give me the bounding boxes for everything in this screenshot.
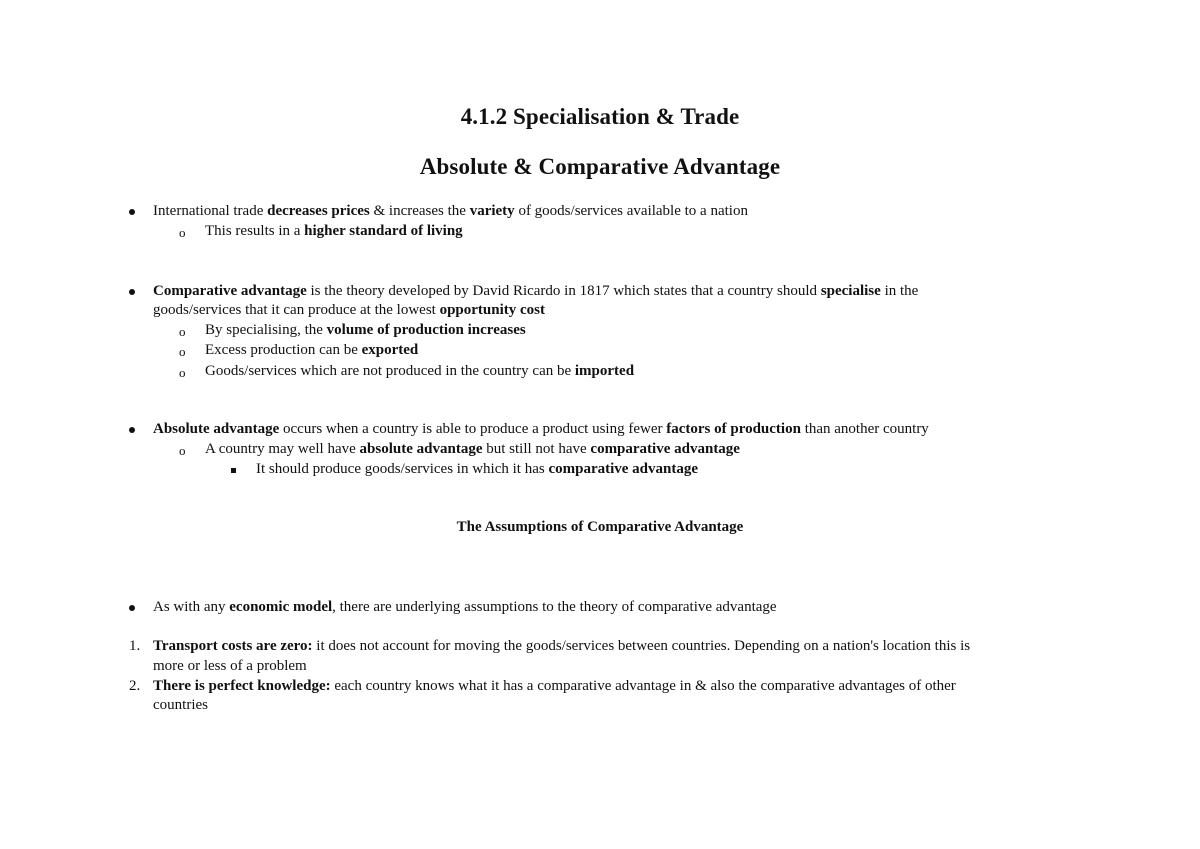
bullet-item-continuation	[153, 301, 545, 320]
text-run: of goods/services available to a nation	[514, 203, 748, 219]
bold-term: absolute advantage	[359, 441, 483, 457]
text-run: & increases the	[369, 203, 470, 219]
text-run: but still not have	[482, 441, 591, 457]
bullet-dot-icon	[129, 289, 135, 295]
circle-bullet-icon: o	[179, 344, 186, 359]
text-run: occurs when a country is able to produce a product using fewer	[279, 421, 667, 437]
circle-bullet-icon: o	[179, 225, 186, 240]
bullet-dot-icon	[129, 605, 135, 611]
bold-term: Comparative advantage	[153, 283, 307, 299]
text-run: It should produce goods/services in which it has	[256, 461, 549, 477]
text-run: than another country	[800, 421, 929, 437]
bold-term: specialise	[820, 283, 881, 299]
bold-term: There is perfect knowledge:	[153, 678, 331, 694]
sub-sub-bullet-item	[256, 460, 698, 479]
circle-bullet-icon: o	[179, 443, 186, 458]
text-run: By specialising, the	[205, 322, 327, 338]
numbered-item	[153, 677, 956, 696]
bold-term: variety	[469, 203, 515, 219]
sub-bullet-item	[205, 440, 740, 459]
page-title: 4.1.2 Specialisation & Trade	[460, 104, 740, 129]
text-run: each country knows what it has a comparative advantage in & also the comparative advantages of other	[330, 678, 956, 694]
text-run: This results in a	[205, 223, 305, 239]
sub-bullet-item	[205, 321, 526, 340]
bold-term: Absolute advantage	[153, 421, 280, 437]
numbered-item-continuation: countries	[153, 697, 208, 713]
bold-term: exported	[361, 342, 419, 358]
bold-term: factors of production	[666, 421, 801, 437]
section-heading: The Assumptions of Comparative Advantage	[456, 519, 744, 535]
bullet-item	[153, 598, 777, 617]
text-run: A country may well have	[205, 441, 360, 457]
numbered-item-continuation: more or less of a problem	[153, 658, 307, 674]
bold-term: comparative advantage	[590, 441, 740, 457]
bullet-item	[153, 202, 748, 221]
bullet-item	[153, 420, 929, 439]
text-run: Excess production can be	[205, 342, 362, 358]
text-run: As with any	[153, 599, 230, 615]
page-subtitle: Absolute & Comparative Advantage	[419, 154, 781, 179]
bullet-item	[153, 282, 918, 301]
text-run: goods/services that it can produce at the lowest	[153, 302, 440, 318]
text-run: is the theory developed by David Ricardo in 1817 which states that a country should	[306, 283, 821, 299]
circle-bullet-icon: o	[179, 324, 186, 339]
bold-term: imported	[574, 363, 635, 379]
bold-term: volume of production increases	[326, 322, 526, 338]
bold-term: economic model	[229, 599, 333, 615]
text-run: Goods/services which are not produced in the country can be	[205, 363, 575, 379]
text-run: in the	[880, 283, 919, 299]
bold-term: decreases prices	[267, 203, 370, 219]
sub-bullet-item	[205, 222, 463, 241]
bold-term: opportunity cost	[439, 302, 546, 318]
text-run: , there are underlying assumptions to the theory of comparative advantage	[332, 599, 777, 615]
bold-term: higher standard of living	[304, 223, 463, 239]
bold-term: Transport costs are zero:	[153, 638, 313, 654]
numbered-item	[153, 637, 970, 656]
circle-bullet-icon: o	[179, 365, 186, 380]
list-number: 1.	[129, 638, 141, 654]
sub-bullet-item	[205, 362, 634, 381]
sub-bullet-item	[205, 341, 418, 360]
text-run: International trade	[153, 203, 268, 219]
bullet-dot-icon	[129, 209, 135, 215]
list-number: 2.	[129, 678, 141, 694]
square-bullet-icon	[231, 468, 236, 473]
bullet-dot-icon	[129, 427, 135, 433]
bold-term: comparative advantage	[548, 461, 699, 477]
text-run: it does not account for moving the goods/services between countries. Depending on a nation's location this is	[312, 638, 971, 654]
